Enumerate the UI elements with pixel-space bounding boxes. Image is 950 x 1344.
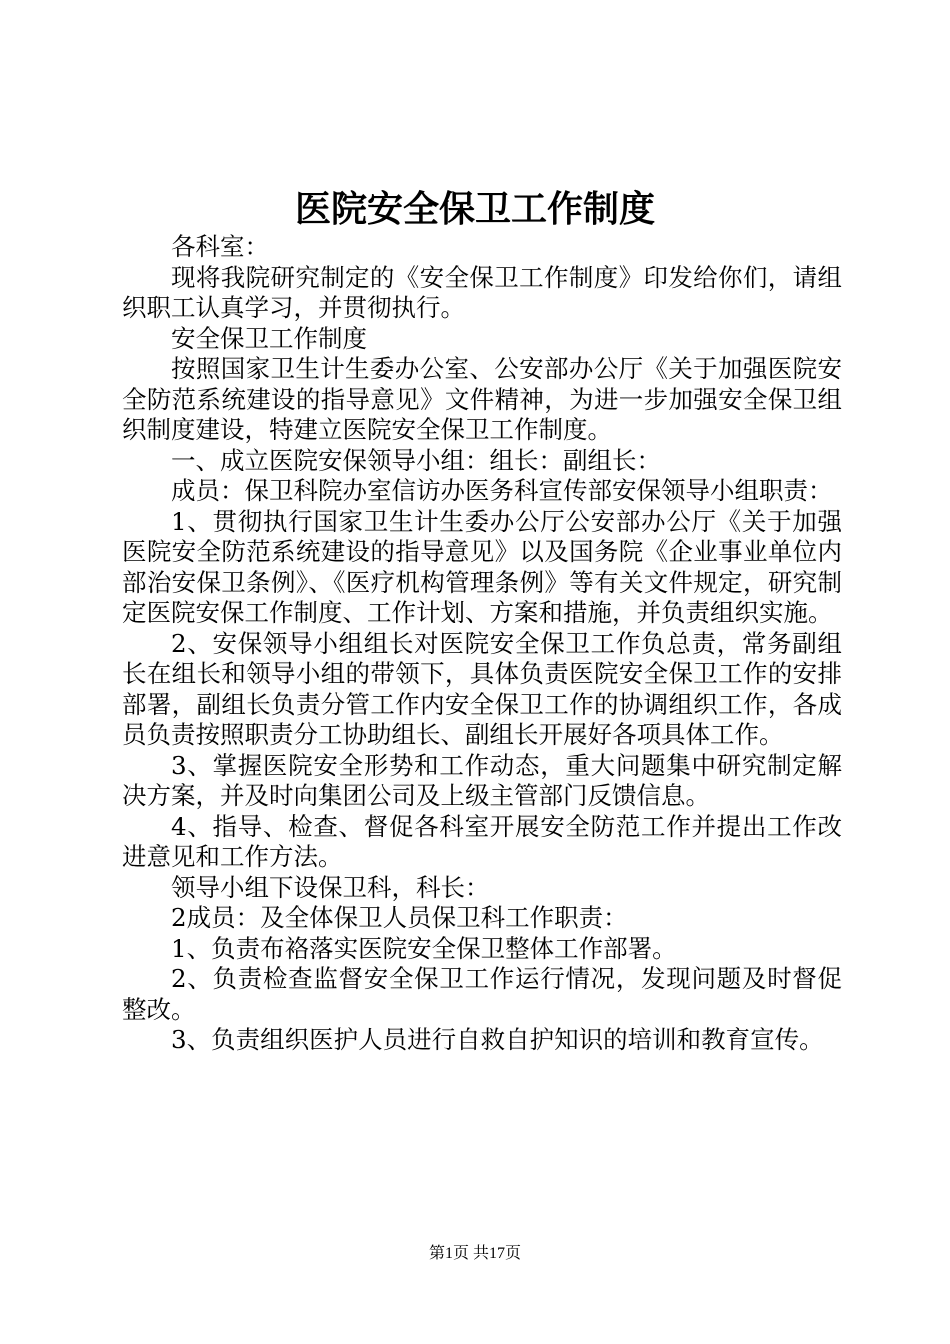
- paragraph: 2成员：及全体保卫人员保卫科工作职责：: [171, 903, 628, 932]
- paragraph: 领导小组下设保卫科，科长：: [171, 872, 490, 902]
- paragraph: 3、掌握医院安全形势和工作动态，重大问题集中研究制定解决方案，并及时向集团公司及上级主管部门反馈信息。: [122, 750, 842, 810]
- paragraph: 安全保卫工作制度: [171, 323, 367, 353]
- paragraph: 2、负责检查监督安全保卫工作运行情况，发现问题及时督促整改。: [122, 964, 842, 1024]
- paragraph: 一、成立医院安保领导小组：组长：副组长：: [171, 445, 661, 475]
- paragraph: 1、贯彻执行国家卫生计生委办公厅公安部办公厅《关于加强医院安全防范系统建设的指导意见》以及国务院《企业事业单位内部治安保卫条例》、《医疗机构管理条例》等有关文件规定，研究制定医院安保工作制度、工作计划、方案和措施，并负责组织实施。: [122, 506, 842, 627]
- paragraph: 按照国家卫生计生委办公室、公安部办公厅《关于加强医院安全防范系统建设的指导意见》文件精神，为进一步加强安全保卫组织制度建设，特建立医院安全保卫工作制度。: [122, 354, 842, 444]
- paragraph: 4、指导、检查、督促各科室开展安全防范工作并提出工作改进意见和工作方法。: [122, 811, 842, 871]
- paragraph: 现将我院研究制定的《安全保卫工作制度》印发给你们，请组织职工认真学习，并贯彻执行。: [122, 262, 842, 322]
- page-number-footer: 第1页 共17页: [428, 1245, 521, 1262]
- paragraph: 1、负责布袼落实医院安全保卫整体工作部署。: [171, 933, 677, 963]
- paragraph: 各科室：: [171, 232, 269, 261]
- paragraph: 2、安保领导小组组长对医院安全保卫工作负总责，常务副组长在组长和领导小组的带领下，具体负责医院安全保卫工作的安排部署，副组长负责分管工作内安全保卫工作的协调组织工作，各成员负责按照职责分工协助组长、副组长开展好各项具体工作。: [122, 628, 842, 749]
- paragraph: 成员：保卫科院办室信访办医务科宣传部安保领导小组职责：: [171, 476, 833, 505]
- document-title: 医院安全保卫工作制度: [294, 188, 655, 230]
- paragraph: 3、负责组织医护人员进行自救自护知识的培训和教育宣传。: [171, 1025, 824, 1054]
- document-body: [122, 232, 842, 1056]
